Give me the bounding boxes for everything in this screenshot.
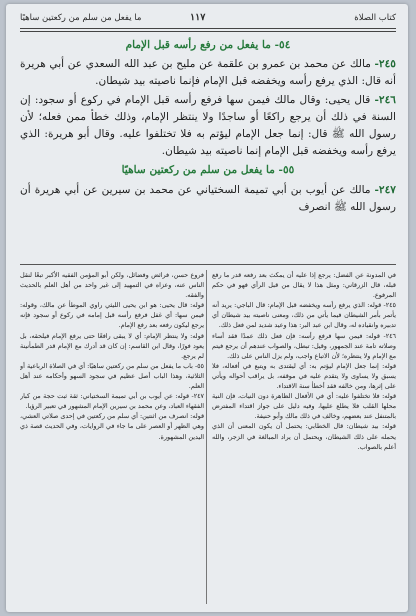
commentary-paragraph: فروع حسن، فرائض وفضائل، ولكن أبو المؤمن الفقيه الأكبر تبعًا لنقل الناس عنه، وعزاه في التمهيد إلى غير واحد من أهل العلم بالحديث والفقه. xyxy=(20,271,204,300)
commentary-paragraph: ٢٤٦- قوله: فيمن سها فرفع رأسه: فإن فعل ذلك عمدًا فقد أساء وصلاته تامة عند الجمهور، وقيل: تبطل، والصواب عندهم أن يرجع فيتم مع الإمام ولا ينتظره؛ لأن الاتباع واجب، ولم يزل الناس على ذلك. xyxy=(212,331,396,360)
column-divider xyxy=(206,270,207,604)
commentary-paragraph: قوله: فلا تختلفوا عليه: أي في الأفعال الظاهرة دون النيات، فإن النية محلها القلب فلا يطلع عليها، وفيه دليل على جواز اقتداء المفترض بالمتنفل عند بعضهم، وخالف في ذلك مالك وأبو حنيفة. xyxy=(212,392,396,421)
page-number: ١١٧ xyxy=(190,12,206,23)
hadith-paragraph xyxy=(20,92,396,161)
hadith-text: قال يحيى: وقال مالك فيمن سها فرفع رأسه قبل الإمام في ركوع أو سجود: إن السنة في ذلك أن يرجع راكعًا أو ساجدًا ولا ينتظر الإمام، وذلك خطأ ممن فعله؛ لأن رسول الله ﷺ قال: إنما جعل الإمام ليؤتم به فلا تختلفوا عليه. وقال أبو هريرة: الذي يرفع رأسه ويخفضه قبل الإمام إنما ناصيته بيد شيطان. xyxy=(20,93,396,158)
commentary-paragraph: ٢٤٧- قوله: عن أيوب بن أبي تميمة السختياني: ثقة ثبت حجة من كبار الفقهاء العباد، وعن محمد بن سيرين الإمام المشهور في تعبير الرؤيا. xyxy=(20,392,204,411)
hadith-text: مالك عن محمد بن عمرو بن علقمة عن مليح بن عبد الله السعدي عن أبي هريرة أنه قال: الذي يرفع رأسه ويخفضه قبل الإمام فإنما ناصيته بيد شيطان. xyxy=(20,58,396,88)
hadith-number: ٢٤٦- xyxy=(374,93,396,106)
book-section-title: كتاب الصلاة xyxy=(354,13,396,23)
commentary-paragraph: قوله: قال يحيى: هو ابن يحيى الليثي راوي الموطأ عن مالك، وقوله: فيمن سها: أي غفل فرفع رأسه قبل إمامه في ركوع أو سجود فإنه يرجع ليكون رفعه بعد رفع الإمام. xyxy=(20,301,204,330)
hadith-text: مالك عن أيوب بن أبي تميمة السختياني عن محمد بن سيرين عن أبي هريرة أن رسول الله ﷺ انصرف xyxy=(20,183,396,213)
commentary-paragraph: ٥٥- باب ما يفعل من سلم من ركعتين ساهيًا: أي في الصلاة الرباعية أو الثلاثية، وهذا الباب أصل عظيم في سجود السهو وأحكامه عند أهل العلم. xyxy=(20,361,204,391)
hadith-paragraph xyxy=(20,56,396,90)
running-title: ما يفعل من سلم من ركعتين ساهيًا xyxy=(20,13,142,23)
page-header xyxy=(20,12,396,26)
commentary-paragraph: قوله: ولا ينتظر الإمام: أي لا يبقى رافعًا حتى يرفع الإمام فيلحقه، بل يعود فورًا، وقال ابن القاسم: إن كان قد أدرك مع الإمام قدر الطمأنينة لم يرجع. xyxy=(20,331,204,360)
commentary-paragraph: في المدونة عن الفضل: يرجع إذا عليه أن يمكث بعد رفعه قدر ما رفع قبله، قال الزرقاني: ومثل هذا لا يقال من قبل الرأي فهو في حكم المرفوع. xyxy=(212,271,396,300)
commentary-left-column xyxy=(20,270,204,606)
chapter-heading: ٥٥- ما يفعل من سلم من ركعتين ساهيًا xyxy=(121,164,295,177)
commentary-paragraph: قوله: انصرف من اثنتين: أي سلم من ركعتين في إحدى صلاتي العشي، وهي الظهر أو العصر على ما جاء في الروايات، وفي الحديث قصة ذي اليدين المشهورة. xyxy=(20,412,204,441)
chapter-heading: ٥٤- ما يفعل من رفع رأسه قبل الإمام xyxy=(125,39,291,51)
book-page xyxy=(6,4,408,612)
commentary-right-column xyxy=(212,270,396,606)
main-text xyxy=(20,35,396,261)
hadith-paragraph xyxy=(20,182,396,216)
text-divider xyxy=(20,264,396,265)
header-divider xyxy=(20,28,396,32)
commentary-paragraph: قوله: بيد شيطان: قال الخطابي: يحتمل أن يكون المعنى أن الذي يحمله على ذلك الشيطان، ويحتمل أن يراد المبالغة في الزجر، والله أعلم بالصواب. xyxy=(212,422,396,451)
commentary-paragraph: قوله: إنما جعل الإمام ليؤتم به: أي ليقتدى به ويتبع في أفعاله، فلا يسبق ولا يساوى ولا يتقدم عليه في موقفه، بل يراقب أحواله ويأتي على إثرها، ومن خالفه فقد أخطأ سنة الاقتداء. xyxy=(212,361,396,391)
hadith-number: ٢٤٧- xyxy=(374,183,396,196)
commentary-paragraph: ٢٤٥- قوله: الذي يرفع رأسه ويخفضه قبل الإمام: قال الباجي: يريد أنه يأتمر بأمر الشيطان فيما يأتي من ذلك، ومعنى ناصيته بيد شيطان أي تدبيره وانقياده له، وقال ابن عبد البر: هذا وعيد شديد لمن فعل ذلك. xyxy=(212,301,396,330)
hadith-number: ٢٤٥- xyxy=(374,58,396,71)
